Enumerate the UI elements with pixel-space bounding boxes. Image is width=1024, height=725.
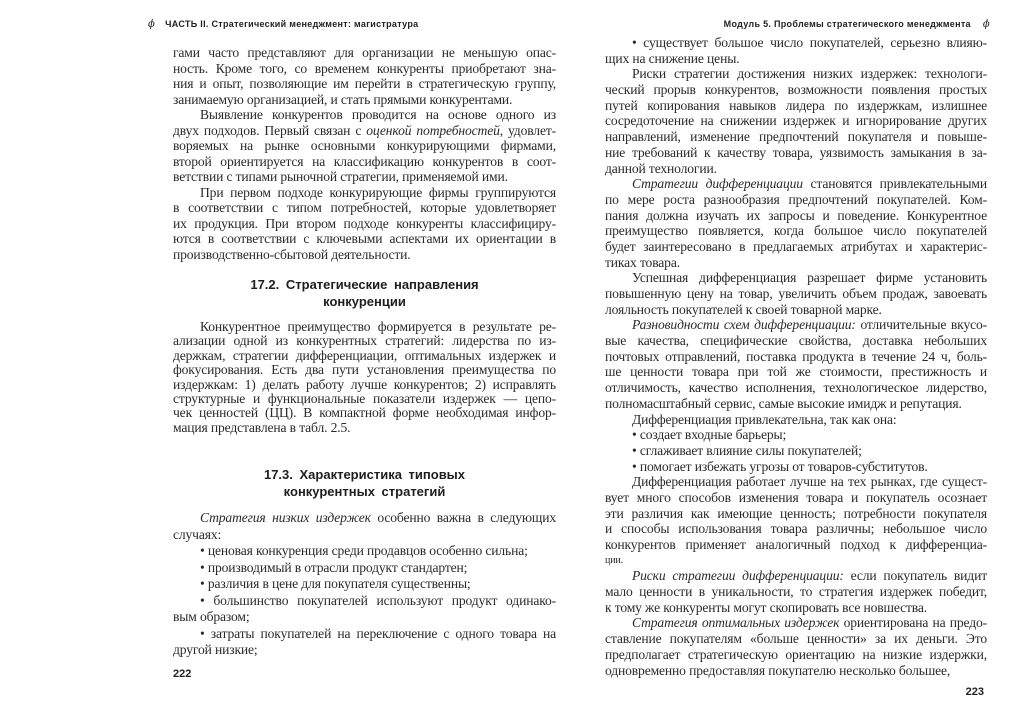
italic-term: Стратегия оптимальных издержек bbox=[632, 615, 840, 631]
text-segment: становятся привлекательными bbox=[802, 176, 987, 192]
ornament-icon: ϕ bbox=[982, 19, 990, 30]
text-line: Выявление конкурентов проводится на основе одного из bbox=[200, 107, 556, 122]
text-line: к тому же конкуренты могут скопировать все новшества. bbox=[605, 599, 927, 615]
text-line: и способы использования товара различны; небольшое число bbox=[605, 521, 987, 537]
text-line: одновременно предоставляя покупателю несколько большее, bbox=[605, 662, 951, 678]
paragraph bbox=[605, 474, 987, 568]
paragraph bbox=[605, 270, 987, 317]
text-line: воряемых на рынке основными конкурирующими фирмами, bbox=[173, 138, 556, 153]
text-line: Риски стратегии достижения низких издержек: технологи- bbox=[632, 66, 987, 82]
text-line: случаях: bbox=[173, 526, 222, 542]
text-line: Успешная дифференциация разрешает фирме установить bbox=[632, 270, 987, 286]
text-line: предполагает стратегическую ориентацию на низкие издержки, bbox=[605, 646, 987, 662]
text-line: ческий прорыв конкурентов, возможности появления простых bbox=[605, 82, 987, 98]
text-segment: особенно важна в следующих bbox=[370, 510, 556, 525]
text-line: • создает входные барьеры; bbox=[632, 427, 787, 443]
running-head-right bbox=[724, 19, 990, 30]
paragraph bbox=[605, 568, 987, 615]
bullet-item bbox=[173, 560, 556, 577]
text-line: сосредоточение на снижении издержек и игнорирование других bbox=[605, 113, 987, 129]
paragraph bbox=[605, 176, 987, 270]
text-line: • затраты покупателей на переключение с одного товара на bbox=[200, 625, 556, 641]
heading-line: 17.3. Характеристика типовых bbox=[263, 467, 466, 482]
text-line: их продукция. При втором подходе конкуренты классифициру- bbox=[173, 215, 556, 231]
text-line: держкам, стратегии дифференциации, оптимальных издержек и bbox=[173, 347, 556, 363]
text-line bbox=[605, 317, 987, 333]
italic-term: Разновидности схем дифференциации: bbox=[632, 317, 856, 333]
text-line: Дифференциация привлекательна, так как она: bbox=[632, 411, 897, 427]
text-line: лояльность покупателей к своей товарной марке. bbox=[605, 301, 882, 317]
bullet-item bbox=[173, 543, 556, 560]
page-number: 222 bbox=[173, 668, 192, 680]
text-line: ализации одной из конкурентных стратегий: лидерства по из- bbox=[173, 333, 556, 349]
text-line bbox=[173, 510, 556, 527]
text-line: • большинство покупателей используют продукт одинако- bbox=[200, 592, 556, 608]
italic-term: Риски стратегии дифференциации: bbox=[632, 568, 844, 584]
text-line: ставление покупателям «больше ценности» за их деньги. Это bbox=[605, 631, 987, 647]
text-line: • производимый в отрасли продукт стандартен; bbox=[200, 559, 468, 575]
text-line: щих на снижение цены. bbox=[605, 50, 740, 66]
text-line: в соответствии с типом потребностей, которые удовлетворяет bbox=[173, 200, 556, 215]
text-line: пания должна изучать их запросы и поведение. Конкурентное bbox=[605, 207, 987, 223]
heading-line: 17.2. Стратегические направления bbox=[250, 277, 479, 292]
paragraph bbox=[605, 412, 987, 428]
text-line: второй ориентируется на классификацию конкурентов в соот- bbox=[173, 153, 556, 169]
text-line: • помогает избежать угрозы от товаров-субститутов. bbox=[632, 458, 928, 474]
text-line: другой низкие; bbox=[173, 642, 258, 657]
bullet-item bbox=[173, 593, 556, 626]
text-line bbox=[173, 123, 556, 139]
text-line: Дифференциация работает лучше на тех рынках, где сущест- bbox=[632, 474, 987, 490]
paragraph bbox=[605, 66, 987, 176]
text-line: по мере роста разнообразия предпочтений покупателей. Ком- bbox=[605, 191, 987, 207]
text-line: • ценовая конкуренция среди продавцов особенно сильна; bbox=[200, 543, 528, 558]
text-line: ние требований к качеству товара, уязвимость замыкания в за- bbox=[605, 144, 987, 160]
text-block bbox=[173, 510, 556, 659]
text-line: • различия в цене для покупателя существенны; bbox=[200, 576, 471, 591]
heading-line: конкурентных стратегий bbox=[283, 484, 446, 499]
text-line: фокусирования. Есть два пути установления преимущества по bbox=[173, 362, 556, 378]
text-line: мация представлена в табл. 2.5. bbox=[173, 419, 351, 435]
ornament-icon: ϕ bbox=[148, 19, 156, 30]
paragraph bbox=[173, 45, 556, 107]
text-line: будет заинтересовано в предлагаемых атрибутах и характерис- bbox=[605, 238, 987, 254]
section-heading-17-3 bbox=[173, 466, 556, 500]
page-number: 223 bbox=[965, 686, 984, 698]
italic-term: Стратегия низких издержек bbox=[200, 510, 371, 525]
text-line: При первом подходе конкурирующие фирмы группируются bbox=[200, 184, 556, 200]
text-line: издержкам: 1) делать работу лучше конкурентов; 2) исправлять bbox=[173, 376, 556, 392]
text-segment: двух подходов. Первый связан с bbox=[173, 122, 367, 138]
text-line: путей копирования навыков лидера по издержкам, излишнее bbox=[605, 97, 987, 113]
text-line: почтовых отправлений, поставка продукта в течение 24 ч, боль- bbox=[605, 348, 987, 364]
text-line: • существует большое число покупателей, серьезно влияю- bbox=[632, 35, 987, 50]
text-line: тиках товара. bbox=[605, 254, 680, 270]
paragraph bbox=[173, 185, 556, 263]
text-line: вует много способов изменения товара и покупатель осознает bbox=[605, 489, 987, 505]
bullet-item bbox=[605, 35, 987, 66]
text-line: конкурентов применяет аналогичный подход к дифференциа- bbox=[605, 537, 987, 552]
text-line bbox=[605, 568, 987, 584]
text-line: ше ценности товара при той же стоимости, престижность и bbox=[605, 364, 987, 380]
text-line: эти различия как имеющие ценность; потребности покупателя bbox=[605, 505, 987, 521]
bullet-item bbox=[605, 443, 987, 459]
paragraph bbox=[605, 615, 987, 678]
text-line: структурные и функциональные показатели издержек — цепо- bbox=[173, 390, 556, 406]
bullet-item bbox=[173, 626, 556, 659]
text-line: чек ценностей (ЦЦ). В компактной форме необходимая инфор- bbox=[173, 405, 556, 421]
text-line: направлений, изменение предпочтений покупателя и повыше- bbox=[605, 129, 987, 145]
text-line: • сглаживает влияние силы покупателей; bbox=[632, 442, 862, 458]
text-segment: , удовлет- bbox=[499, 122, 556, 138]
text-line: занимаемую организацией, и стать прямыми конкурентами. bbox=[173, 91, 513, 107]
text-line: ния и опыт, позволяющие им перейти в стратегическую группу, bbox=[173, 76, 556, 91]
text-line bbox=[605, 615, 987, 631]
text-block bbox=[605, 35, 987, 678]
bullet-item bbox=[605, 427, 987, 443]
paragraph bbox=[173, 107, 556, 185]
text-line: вым образом; bbox=[173, 609, 250, 624]
italic-term: Стратегии дифференциации bbox=[632, 176, 803, 192]
heading-line: конкуренции bbox=[323, 294, 406, 309]
section-heading-17-2 bbox=[173, 276, 556, 310]
text-line: гами часто представляют для организации не меньшую опас- bbox=[173, 45, 556, 60]
right-page bbox=[580, 0, 1024, 725]
text-line: Конкурентное преимущество формируется в результате ре- bbox=[200, 319, 556, 334]
text-line: мало ценности в уникальности, то стратегия издержек победит, bbox=[605, 584, 987, 600]
bullet-item bbox=[173, 576, 556, 593]
text-line: повышенную цену на товар, увеличить объем продаж, завоевать bbox=[605, 286, 987, 301]
running-head-text: Модуль 5. Проблемы стратегического менеджмента bbox=[723, 19, 971, 29]
text-segment: отличительные вкусо- bbox=[855, 317, 987, 333]
paragraph bbox=[173, 320, 556, 435]
text-segment: ориентирована на предо- bbox=[839, 615, 987, 631]
running-head-left bbox=[148, 19, 418, 30]
text-line: ность. Кроме того, со временем конкуренты приобретают зна- bbox=[173, 60, 556, 76]
text-block bbox=[173, 45, 556, 262]
text-line: ции. bbox=[605, 554, 623, 566]
text-line: отличимость, качество исполнения, технологическое лидерство, bbox=[605, 380, 987, 396]
text-segment: если покупатель видит bbox=[843, 568, 987, 584]
running-head-text: ЧАСТЬ II. Стратегический менеджмент: магистратура bbox=[165, 19, 419, 29]
text-line: ются в соответствии с ключевыми аспектами их ориентации в bbox=[173, 231, 556, 246]
text-line: данной технологии. bbox=[605, 160, 717, 176]
paragraph bbox=[173, 510, 556, 543]
text-line: преимущество появляется, когда большое число покупателей bbox=[605, 223, 987, 239]
text-line: ветствии с типами рыночной стратегии, применяемой ими. bbox=[173, 169, 508, 184]
text-line: вые качества, специфические свойства, доставка небольших bbox=[605, 333, 987, 349]
text-block bbox=[173, 320, 556, 435]
bullet-item bbox=[605, 459, 987, 475]
paragraph bbox=[605, 317, 987, 411]
text-line: производственно-сбытовой деятельности. bbox=[173, 246, 411, 262]
italic-term: оценкой потребностей bbox=[366, 122, 500, 138]
text-line: полномасштабный сервис, самые высокие имидж и репутация. bbox=[605, 395, 962, 411]
text-line bbox=[605, 176, 987, 192]
